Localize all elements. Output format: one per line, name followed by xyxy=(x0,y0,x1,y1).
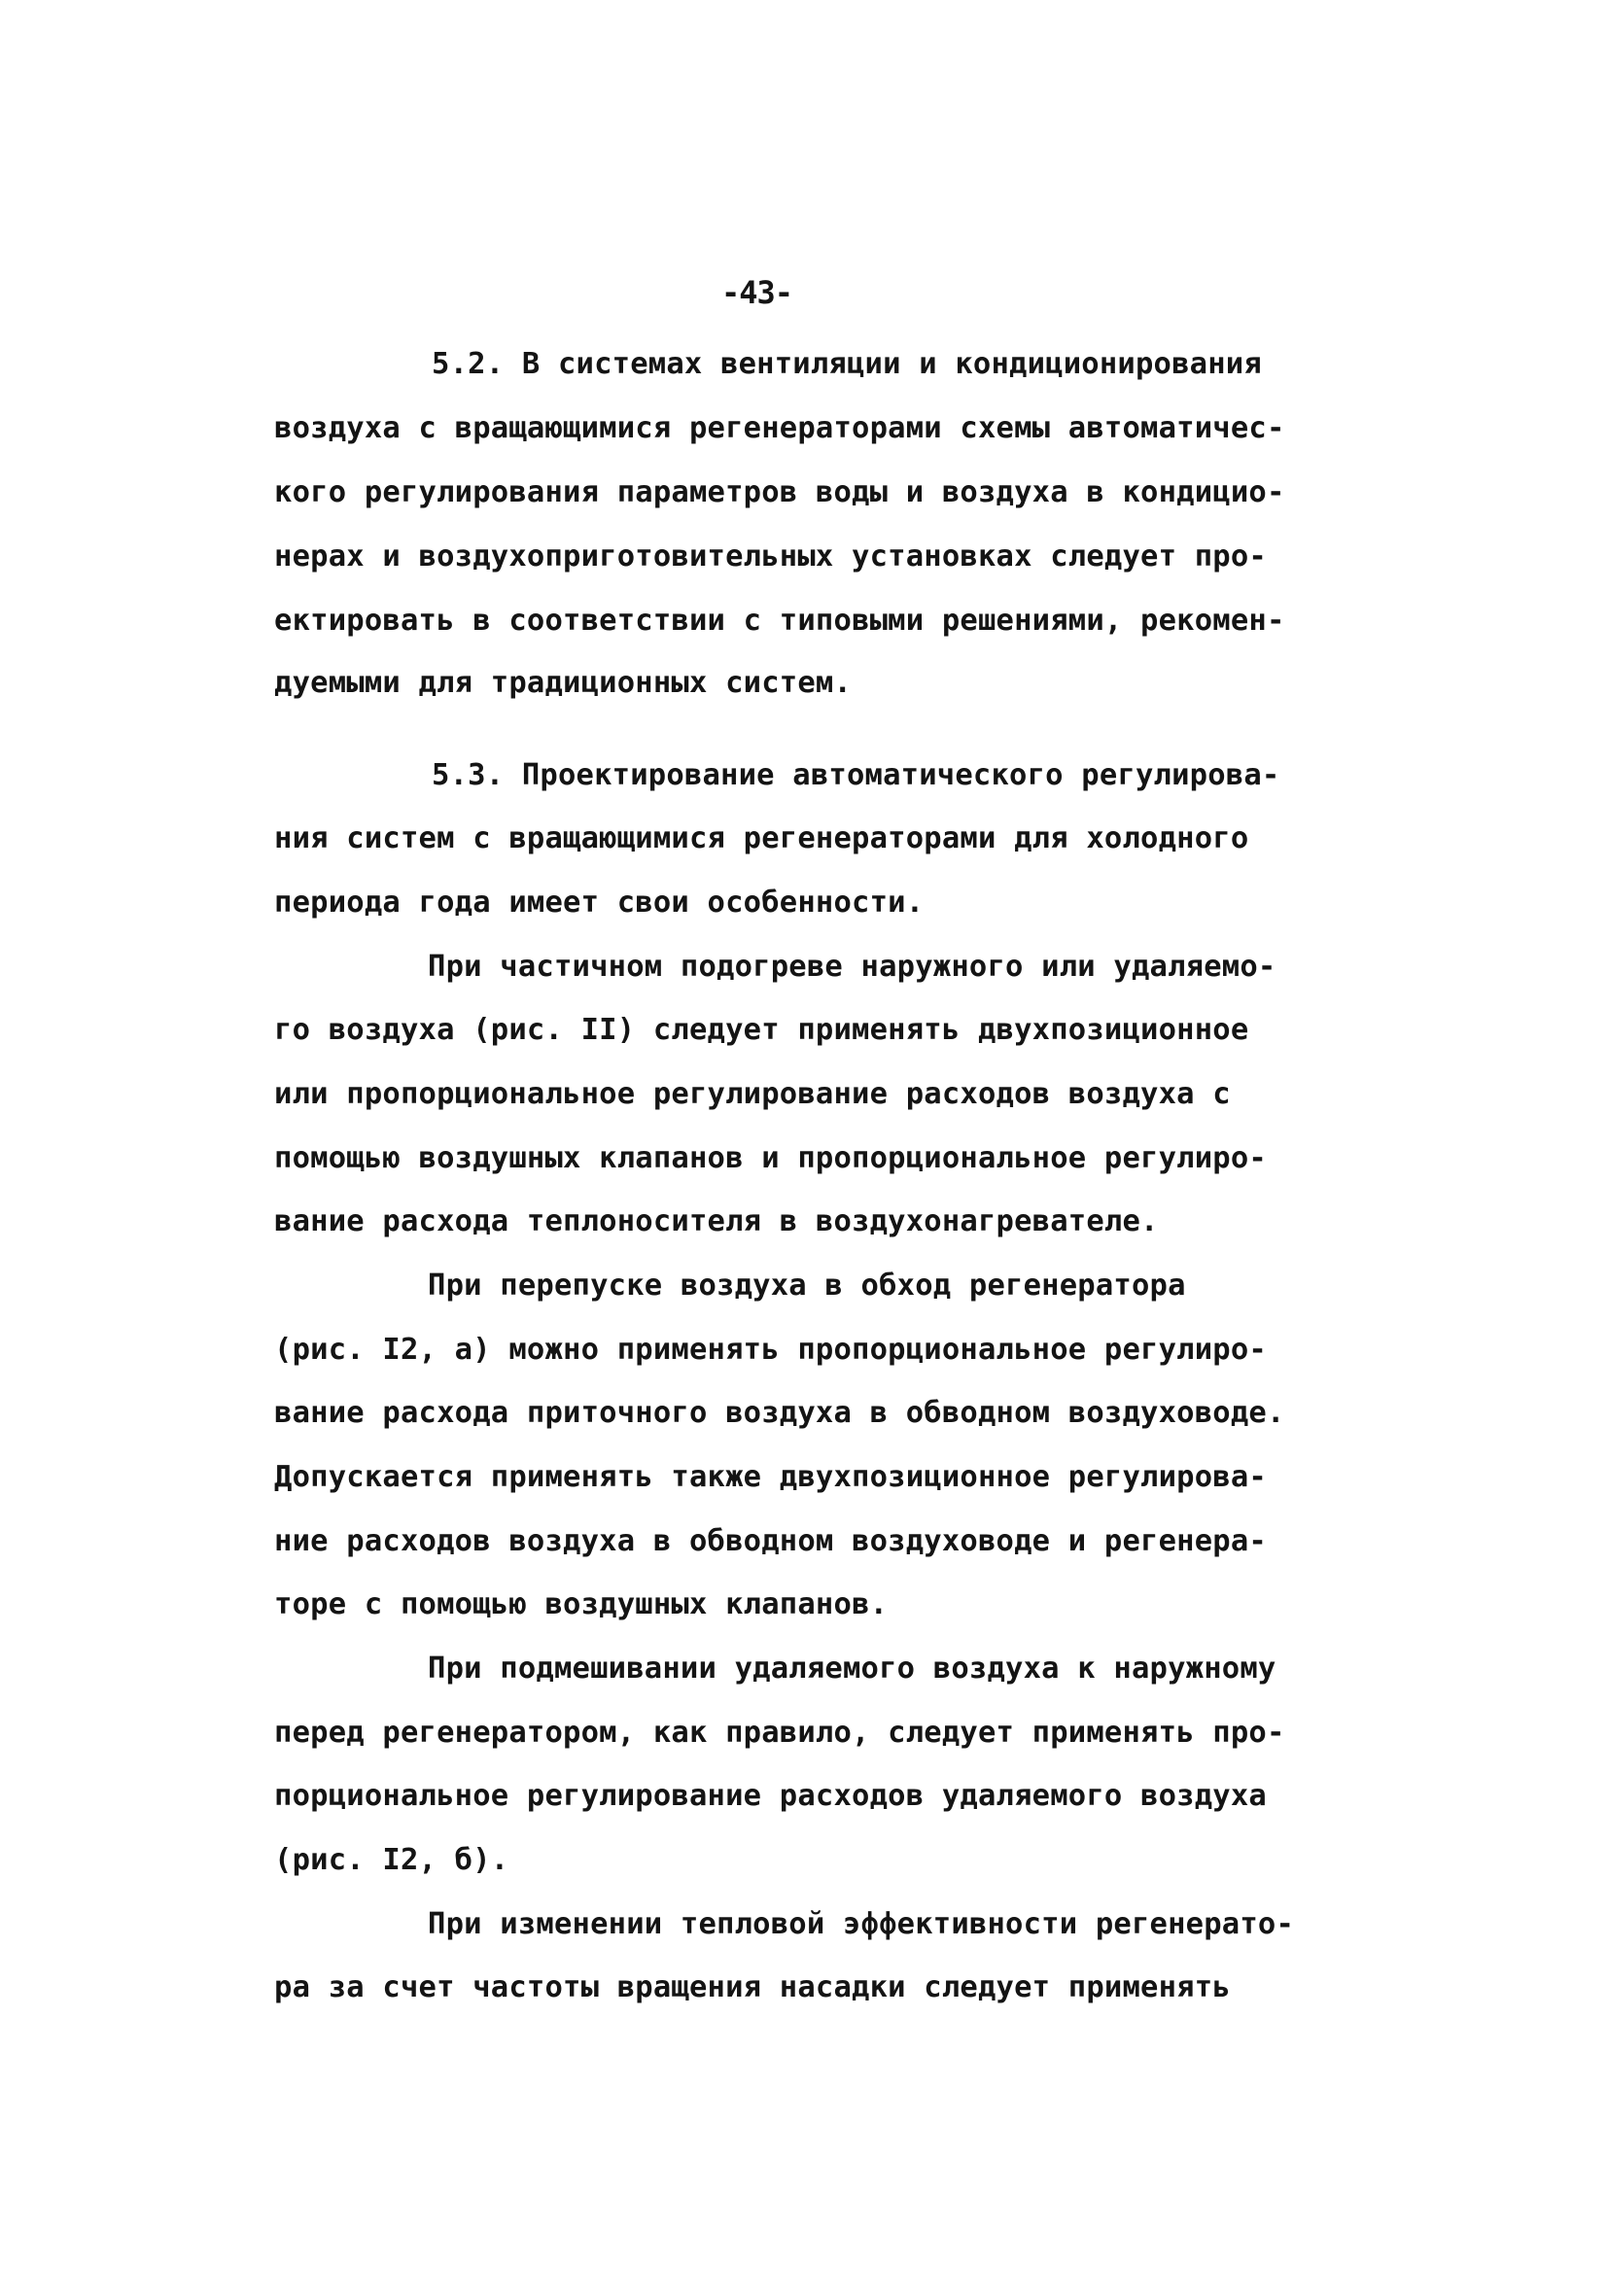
text-line: порциональное регулирование расходов удаляемого воздуха xyxy=(274,1779,1267,1813)
text-line: торе с помощью воздушных клапанов. xyxy=(274,1587,889,1621)
text-line: (рис. I2, б). xyxy=(274,1843,509,1877)
text-line: 5.2. В системах вентиляции и кондиционирования xyxy=(432,347,1262,381)
text-line: или пропорциональное регулирование расходов воздуха с xyxy=(274,1077,1231,1111)
text-line: При подмешивании удаляемого воздуха к наружному xyxy=(428,1652,1276,1686)
text-line: При перепуске воздуха в обход регенератора xyxy=(428,1269,1186,1303)
text-line: периода года имеет свои особенности. xyxy=(274,886,925,920)
text-line: го воздуха (рис. II) следует применять двухпозиционное xyxy=(274,1013,1249,1047)
text-line: ние расходов воздуха в обводном воздуховоде и регенера- xyxy=(274,1524,1267,1558)
text-line: ра за счет частоты вращения насадки следует применять xyxy=(274,1970,1231,2004)
text-line: вание расхода теплоносителя в воздухонагревателе. xyxy=(274,1204,1159,1238)
text-line: дуемыми для традиционных систем. xyxy=(274,666,853,700)
text-line: вание расхода приточного воздуха в обводном воздуховоде. xyxy=(274,1396,1285,1430)
text-line: (рис. I2, а) можно применять пропорциональное регулиро- xyxy=(274,1333,1267,1367)
text-line: ния систем с вращающимися регенераторами для холодного xyxy=(274,821,1249,855)
text-line: нерах и воздухоприготовительных установках следует про- xyxy=(274,539,1267,574)
text-line: Допускается применять также двухпозиционное регулирова- xyxy=(274,1460,1267,1494)
text-line: кого регулирования параметров воды и воздуха в кондицио- xyxy=(274,475,1285,509)
text-line: При частичном подогреве наружного или удаляемо- xyxy=(428,950,1276,984)
text-line: При изменении тепловой эффективности регенерато- xyxy=(428,1907,1295,1941)
text-line: воздуха с вращающимися регенераторами схемы автоматичес- xyxy=(274,411,1285,445)
page-number: -43- xyxy=(721,274,793,311)
text-line: ектировать в соответствии с типовыми решениями, рекомен- xyxy=(274,604,1285,638)
text-line: помощью воздушных клапанов и пропорциональное регулиро- xyxy=(274,1141,1267,1175)
text-line: перед регенератором, как правило, следует применять про- xyxy=(274,1716,1285,1750)
text-line: 5.3. Проектирование автоматического регулирова- xyxy=(432,758,1280,792)
